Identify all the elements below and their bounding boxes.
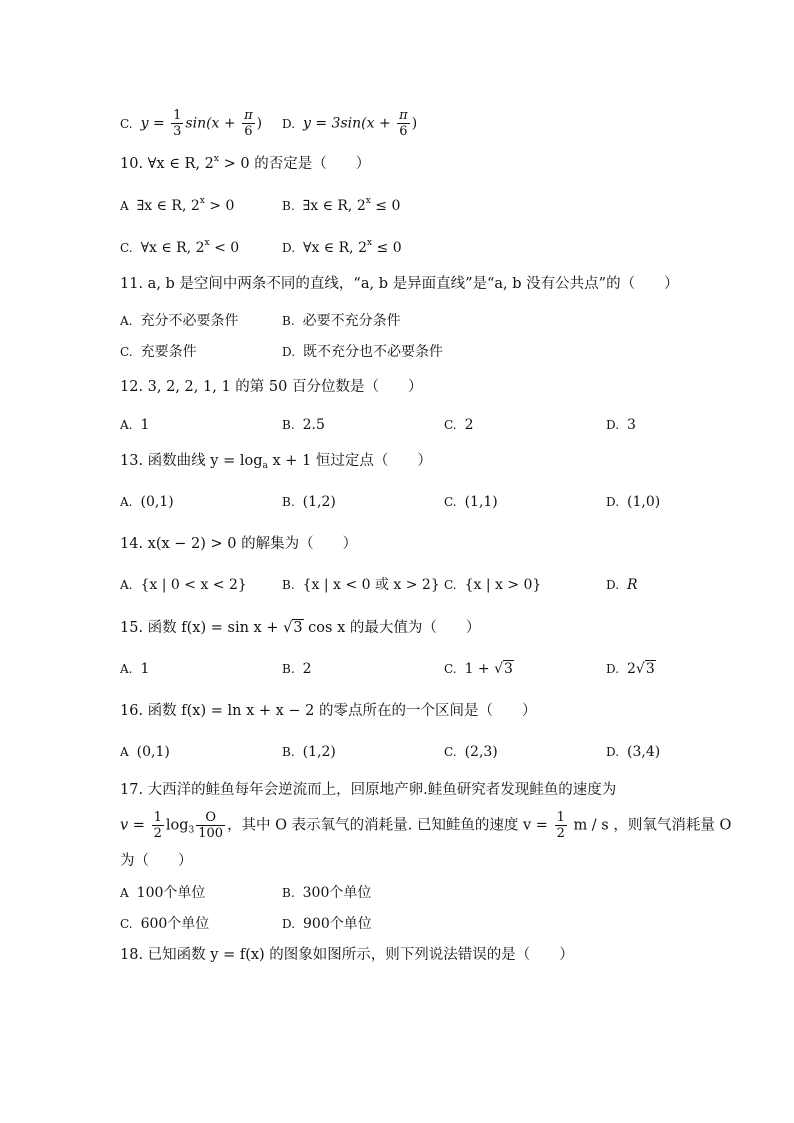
q16-option-d: D. (3,4) [606,744,661,760]
q11-option-d: D. 既不充分也不必要条件 [282,344,444,360]
q14-option-b: B. {x | x < 0 或 x > 2} [282,577,440,593]
q10-option-d: D. ∀x ∈ R, $2^x \le 0$ [282,238,402,256]
q17-option-c: C. 600个单位 [120,916,210,932]
q10-option-c: C. ∀x ∈ R, $2^x < 0$ [120,238,240,256]
q11-option-a: A. 充分不必要条件 [120,313,239,329]
q13-stem: 13. 函数曲线 $y = \log_a x + 1$ 恒过定点（ ） [120,453,432,471]
q14-option-a: A. {x | 0 < x < 2} [120,577,247,593]
q15-option-a: A. 1 [120,661,150,677]
q12-option-b: B. 2.5 [282,417,325,433]
q17-stem-line1: 17. 大西洋的鲑鱼每年会逆流而上，回原地产卵.鲑鱼研究者发现鲑鱼的速度为 [120,782,617,798]
q17-stem-line2: v = $\frac{1}{2}$ $\log_3$ $\frac{O}{100}$ ，其中 O 表示氧气的消耗量. 已知鲑鱼的速度 v = $\frac{1}{2}$ m / s ，则氧气消耗量 O [120,810,732,841]
q10-stem: 10. ∀x ∈ R, $2^x > 0$ 的否定是（ ） [120,154,371,172]
q12-option-c: C. 2 [444,417,474,433]
q14-option-d: D. R [606,577,638,593]
q16-option-b: B. (1,2) [282,744,336,760]
q13-option-a: A. (0,1) [120,494,174,510]
q11-stem: 11. a, b 是空间中两条不同的直线，“a, b 是异面直线”是“a, b 没有公共点”的（ ） [120,276,679,292]
q10-option-b: B. ∃x ∈ R, $2^x \le 0$ [282,196,401,214]
q15-option-c: C. 1 + √3 [444,661,513,677]
q17-option-d: D. 900个单位 [282,916,372,932]
q17-stem-line3: 为（ ） [120,853,193,869]
q13-option-c: C. (1,1) [444,494,498,510]
q13-option-b: B. (1,2) [282,494,336,510]
q15-option-d: D. 2√3 [606,661,655,677]
q15-stem: 15. 函数 f(x) = sin x + √3 cos x 的最大值为（ ） [120,620,481,636]
q12-stem: 12. 3, 2, 2, 1, 1 的第 50 百分位数是（ ） [120,379,423,395]
q10-option-a: A ∃x ∈ R, $2^x > 0$ [120,196,235,214]
q17-option-b: B. 300个单位 [282,885,372,901]
q11-option-b: B. 必要不充分条件 [282,313,401,329]
q15-option-b: B. 2 [282,661,312,677]
q16-option-a: A (0,1) [120,744,170,760]
q16-option-c: C. (2,3) [444,744,498,760]
q16-stem: 16. 函数 f(x) = ln x + x − 2 的零点所在的一个区间是（ ） [120,703,537,719]
q9-option-c: C. y = $\frac{1}{3}$ sin(x + $\frac{\pi}{6}$ ) [120,108,263,139]
q13-option-d: D. (1,0) [606,494,661,510]
q9-option-d: D. y = 3sin(x + $\frac{\pi}{6}$ ) [282,108,418,139]
q14-stem: 14. x(x − 2) > 0 的解集为（ ） [120,536,358,552]
q12-option-a: A. 1 [120,417,150,433]
q17-option-a: A 100个单位 [120,885,206,901]
q18-stem: 18. 已知函数 y = f(x) 的图象如图所示，则下列说法错误的是（ ） [120,947,574,963]
q12-option-d: D. 3 [606,417,636,433]
q11-option-c: C. 充要条件 [120,344,197,360]
q14-option-c: C. {x | x > 0} [444,577,542,593]
